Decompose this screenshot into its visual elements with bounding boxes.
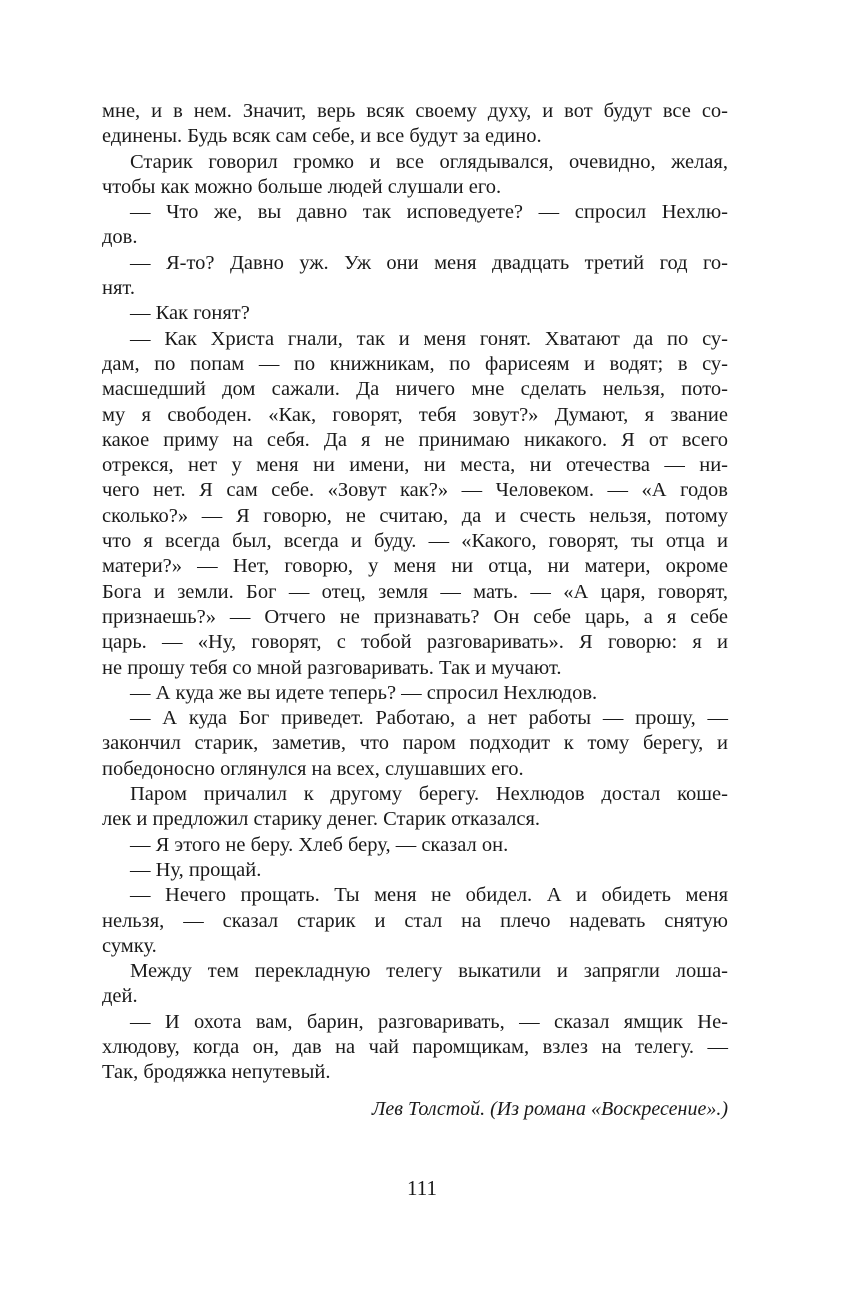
- page-number: 111: [407, 1176, 437, 1200]
- text-line: — Нечего прощать. Ты меня не обидел. А и обидеть меня: [130, 884, 728, 907]
- text-line: дей.: [102, 985, 138, 1008]
- text-line: му я свободен. «Как, говорят, тебя зовут?» Думают, я звание: [102, 403, 728, 426]
- text-line: — И охота вам, барин, разговаривать, — сказал ямщик Не-: [130, 1010, 728, 1033]
- text-line: лек и предложил старику денег. Старик отказался.: [102, 808, 541, 831]
- text-line: закончил старик, заметив, что паром подходит к тому берегу, и: [102, 732, 728, 755]
- text-line: дов.: [102, 226, 138, 249]
- text-line: чего нет. Я сам себе. «Зовут как?» — Человеком. — «А годов: [102, 479, 728, 502]
- text-line: — Ну, прощай.: [130, 858, 262, 881]
- text-line: Старик говорил громко и все оглядывался, очевидно, желая,: [130, 150, 728, 173]
- text-line: Между тем перекладную телегу выкатили и запрягли лоша-: [130, 960, 728, 983]
- attribution: Лев Толстой. (Из романа «Воскресение».): [371, 1098, 728, 1120]
- text-line: Паром причалил к другому берегу. Нехлюдов достал коше-: [130, 783, 728, 806]
- text-line: царь. — «Ну, говорят, с тобой разговаривать». Я говорю: я и: [102, 631, 728, 654]
- text-line: матери?» — Нет, говорю, у меня ни отца, ни матери, окроме: [102, 555, 728, 578]
- text-line: победоносно оглянулся на всех, слушавших его.: [102, 757, 524, 780]
- text-line: Так, бродяжка непутевый.: [102, 1061, 331, 1084]
- text-line: — Что же, вы давно так исповедуете? — спросил Нехлю-: [130, 201, 728, 224]
- text-line: Бога и земли. Бог — отец, земля — мать. — «А царя, говорят,: [102, 580, 728, 603]
- text-line: чтобы как можно больше людей слушали его.: [102, 175, 502, 198]
- text-line: нельзя, — сказал старик и стал на плечо надевать снятую: [102, 909, 728, 932]
- body-text: [102, 99, 728, 1086]
- text-line: — А куда Бог приведет. Работаю, а нет работы — прошу, —: [130, 707, 728, 730]
- text-line: что я всегда был, всегда и буду. — «Какого, говорят, ты отца и: [102, 530, 728, 553]
- text-line: — А куда же вы идете теперь? — спросил Нехлюдов.: [130, 681, 598, 704]
- text-line: — Как Христа гнали, так и меня гонят. Хватают да по су-: [130, 327, 728, 350]
- text-line: — Я этого не беру. Хлеб беру, — сказал он.: [130, 833, 509, 856]
- text-line: какое приму на себя. Да я не принимаю никакого. Я от всего: [102, 428, 728, 451]
- text-line: единены. Будь всяк сам себе, и все будут за едино.: [102, 125, 542, 148]
- text-line: сумку.: [102, 934, 157, 957]
- text-line: отрекся, нет у меня ни имени, ни места, ни отечества — ни-: [102, 454, 728, 477]
- text-line: дам, по попам — по книжникам, по фарисеям и водят; в су-: [102, 352, 728, 375]
- text-line: не прошу тебя со мной разговаривать. Так и мучают.: [102, 656, 562, 679]
- text-line: масшедший дом сажали. Да ничего мне сделать нельзя, пото-: [102, 378, 728, 401]
- text-line: хлюдову, когда он, дав на чай паромщикам, взлез на телегу. —: [102, 1035, 728, 1058]
- text-line: сколько?» — Я говорю, не считаю, да и счесть нельзя, потому: [102, 504, 728, 527]
- text-line: признаешь?» — Отчего не признавать? Он себе царь, а я себе: [102, 605, 728, 628]
- text-line: нят.: [102, 277, 135, 300]
- text-line: мне, и в нем. Значит, верь всяк своему духу, и вот будут все со-: [102, 100, 728, 122]
- text-line: — Я-то? Давно уж. Уж они меня двадцать третий год го-: [130, 251, 728, 274]
- text-line: — Как гонят?: [130, 302, 250, 325]
